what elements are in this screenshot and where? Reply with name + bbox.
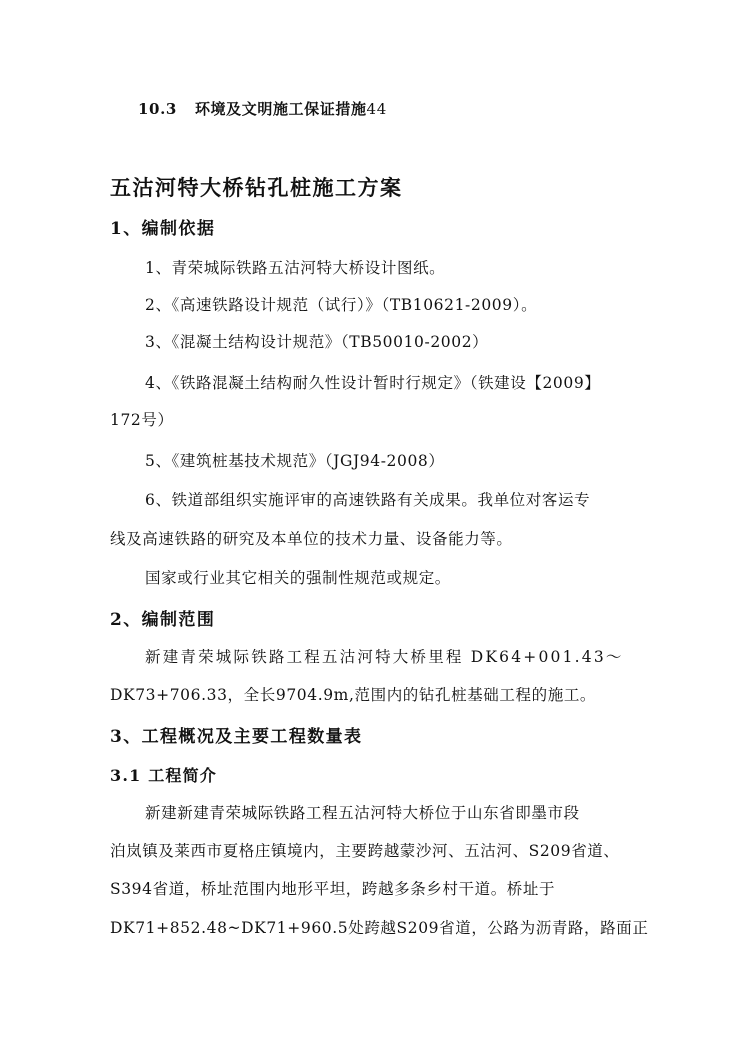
document-title: 五沽河特大桥钻孔桩施工方案 [110, 175, 403, 200]
section-heading-scope: 2、编制范围 [110, 610, 216, 630]
basis-item-7: 国家或行业其它相关的强制性规范或规定。 [145, 569, 451, 587]
toc-entry[interactable] [138, 98, 387, 119]
basis-item-2: 2、《高速铁路设计规范（试行）》（TB10621-2009）。 [145, 296, 538, 314]
subsection-heading-intro: 3.1 工程简介 [110, 766, 218, 785]
basis-item-4: 4、《铁路混凝土结构耐久性设计暂时行规定》（铁建设【2009】 [145, 374, 601, 392]
basis-item-5: 5、《建筑桩基技术规范》（JGJ94-2008） [145, 452, 445, 470]
intro-line-2: 泊岚镇及莱西市夏格庄镇境内，主要跨越蒙沙河、五沽河、S209省道、 [110, 842, 620, 860]
toc-text: 环境及文明施工保证措施 [194, 100, 367, 118]
basis-item-4-cont: 172号） [110, 411, 174, 429]
scope-line-1: 新建青荣城际铁路工程五沽河特大桥里程 DK64+001.43～ [145, 648, 624, 666]
basis-item-3: 3、《混凝土结构设计规范》（TB50010-2002） [145, 333, 489, 351]
section-heading-overview: 3、工程概况及主要工程数量表 [110, 727, 363, 747]
section-heading-basis: 1、编制依据 [110, 219, 216, 239]
basis-item-1: 1、青荣城际铁路五沽河特大桥设计图纸。 [145, 259, 446, 277]
scope-line-2: DK73+706.33，全长9704.9m,范围内的钻孔桩基础工程的施工。 [110, 686, 597, 704]
basis-item-6-cont: 线及高速铁路的研究及本单位的技术力量、设备能力等。 [110, 530, 513, 548]
basis-item-6: 6、铁道部组织实施评审的高速铁路有关成果。我单位对客运专 [145, 491, 591, 509]
intro-line-1: 新建新建青荣城际铁路工程五沽河特大桥位于山东省即墨市段 [145, 804, 580, 822]
toc-page-number: 44 [366, 100, 387, 118]
toc-number: 10.3 [138, 100, 177, 118]
intro-line-4: DK71+852.48~DK71+960.5处跨越S209省道，公路为沥青路，路面正 [110, 919, 649, 937]
intro-line-3: S394省道，桥址范围内地形平坦，跨越多条乡村干道。桥址于 [110, 880, 556, 898]
